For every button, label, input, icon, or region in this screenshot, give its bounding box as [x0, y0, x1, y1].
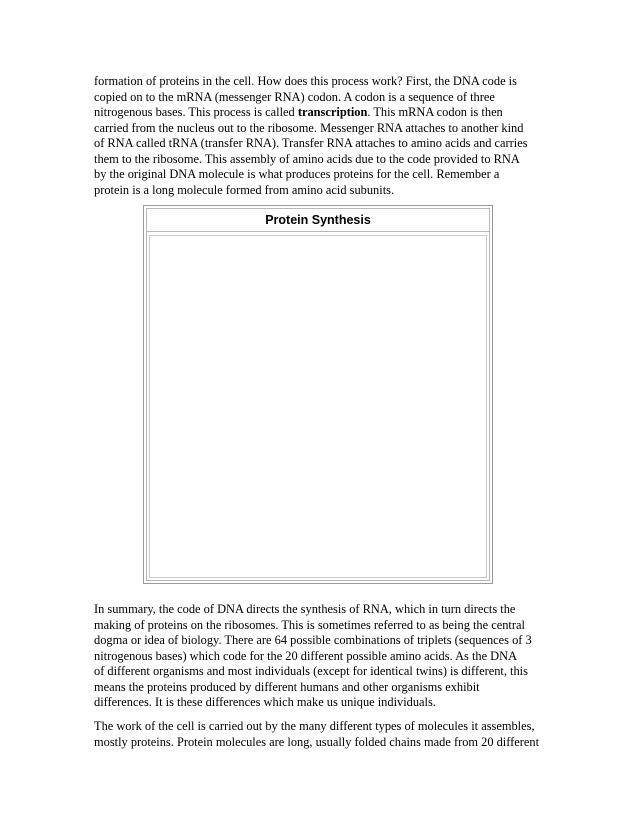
text-line: making of proteins on the ribosomes. This is sometimes referred to as being the central: [94, 617, 525, 632]
paragraph-summary: [94, 602, 554, 711]
text-line: copied on to the mRNA (messenger RNA) codon. A codon is a sequence of three: [94, 89, 495, 104]
text-line: them to the ribosome. This assembly of amino acids due to the code provided to RNA: [94, 151, 520, 166]
text-line: mostly proteins. Protein molecules are long, usually folded chains made from 20 different: [94, 734, 540, 749]
text-line: nitrogenous bases) which code for the 20 different possible amino acids. As the DNA: [94, 648, 518, 663]
text-line: In summary, the code of DNA directs the synthesis of RNA, which in turn directs the: [94, 602, 516, 616]
figure-title: Protein Synthesis: [265, 213, 371, 227]
text-segment: nitrogenous bases. This process is called: [94, 105, 298, 119]
text-line: carried from the nucleus out to the ribosome. Messenger RNA attaches to another kind: [94, 120, 524, 135]
text-line: protein is a long molecule formed from amino acid subunits.: [94, 182, 395, 197]
figure-frame: [146, 208, 490, 581]
figure-header: [147, 209, 489, 232]
text-line: [94, 105, 554, 121]
text-segment: . This mRNA codon is then: [367, 105, 503, 119]
protein-synthesis-figure: [143, 205, 493, 584]
paragraph-cell-work: [94, 719, 554, 750]
text-line: dogma or idea of biology. There are 64 possible combinations of triplets (sequences of 3: [94, 633, 532, 647]
text-line: The work of the cell is carried out by the many different types of molecules it assembles,: [94, 719, 535, 733]
text-line: of RNA called tRNA (transfer RNA). Transfer RNA attaches to amino acids and carries: [94, 136, 528, 150]
text-line: of different organisms and most individuals (except for identical twins) is different, this: [94, 664, 528, 678]
text-line: by the original DNA molecule is what produces proteins for the cell. Remember a: [94, 167, 500, 181]
text-line: differences. It is these differences which make us unique individuals.: [94, 695, 436, 709]
figure-image-area: [149, 235, 487, 578]
text-line: means the proteins produced by different humans and other organisms exhibit: [94, 679, 480, 694]
text-line: formation of proteins in the cell. How does this process work? First, the DNA code is: [94, 74, 517, 88]
term-transcription: transcription: [297, 105, 368, 119]
paragraph-protein-formation: [94, 74, 554, 198]
